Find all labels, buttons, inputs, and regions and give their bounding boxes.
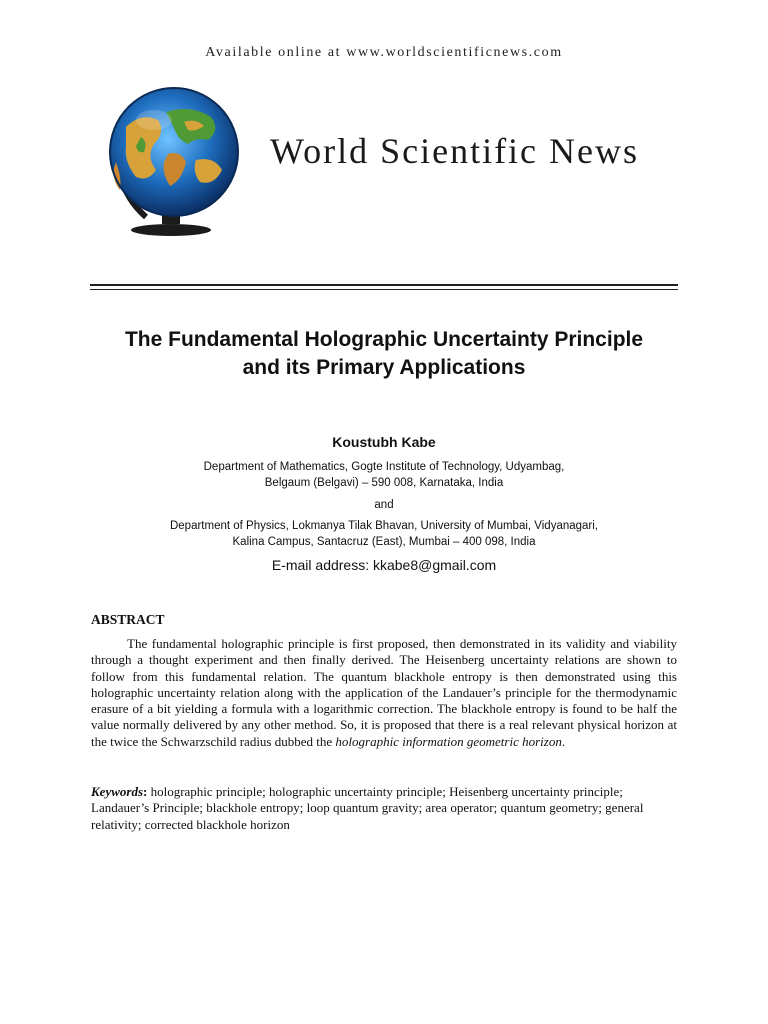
keywords-label: Keywords: [91, 784, 143, 799]
affiliation-2-line-2: Kalina Campus, Santacruz (East), Mumbai – 400 098, India: [232, 536, 536, 548]
header-divider-thin: [90, 289, 678, 290]
availability-line: Available online at www.worldscientificnews.com: [205, 45, 563, 60]
keywords-block: [91, 784, 681, 833]
header-divider-thick: [90, 284, 678, 286]
globe-logo: [96, 82, 246, 240]
abstract-end: .: [561, 733, 566, 749]
affiliation-2-line-1: Department of Physics, Lokmanya Tilak Bhavan, University of Mumbai, Vidyanagari,: [169, 520, 599, 532]
abstract-heading: ABSTRACT: [91, 612, 165, 627]
affiliation-2: [0, 518, 768, 550]
keywords-text: holographic principle; holographic uncertainty principle; Heisenberg uncertainty principle; Landauer’s Principle; blackhole entropy; loop quantum gravity; area operator; quantum geometry; general relativity; corrected blackhole horizon: [91, 784, 644, 832]
globe-icon: [96, 82, 246, 240]
affiliation-and: and: [374, 499, 394, 511]
abstract-text: The fundamental holographic principle is first proposed, then demonstrated in its validity and viability through a thought experiment and then finally derived. The Heisenberg uncertainty relations are shown to follow from this fundamental relation. The quantum blackhole entropy is then demonstrated using this holographic uncertainty relation along with the application of the Landauer’s principle for the thermodynamic erasure of a bit yielding a formula with a logarithmic correction. The blackhole entropy is found to be half the value normally delivered by any other method. So, it is proposed that there is a real relevant physical horizon at the twice the Schwarzschild radius dubbed the: [91, 636, 677, 749]
affiliation-1-line-1: Department of Mathematics, Gogte Institute of Technology, Udyambag,: [203, 461, 565, 473]
journal-name: World Scientific News: [270, 131, 640, 171]
title-line-2: and its Primary Applications: [242, 356, 526, 379]
affiliation-1: [0, 459, 768, 491]
author-email: E-mail address: kkabe8@gmail.com: [271, 557, 497, 573]
keywords-colon: :: [143, 784, 148, 799]
abstract-italic-term: holographic information geometric horizon: [335, 733, 562, 749]
title-line-1: The Fundamental Holographic Uncertainty Principle: [124, 328, 644, 351]
affiliation-1-line-2: Belgaum (Belgavi) – 590 008, Karnataka, India: [264, 477, 504, 489]
author-name: Koustubh Kabe: [332, 434, 436, 450]
paper-title: [60, 326, 708, 382]
abstract-body: [91, 636, 677, 750]
